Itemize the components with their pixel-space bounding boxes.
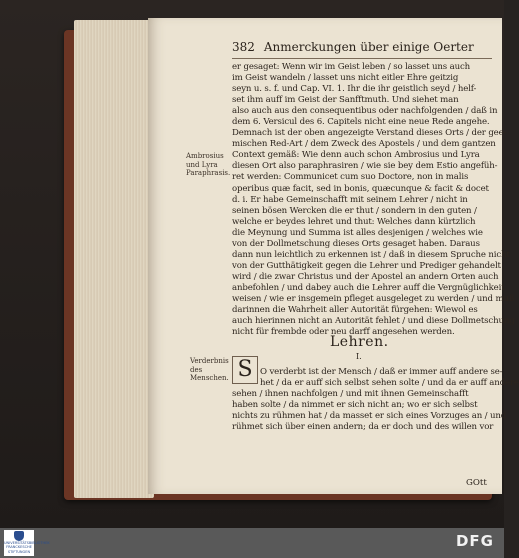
body-line: d. i. Er habe Gemeinschafft mit seinem Lehrer / nicht in (232, 194, 468, 205)
body-line: dem 6. Versicul des 6. Capitels nicht eine neue Rede angehe. (232, 117, 490, 128)
lesson-line: het / da er auff sich selbst sehen solte / und da er auff andere (260, 378, 519, 389)
body-line: welche er beydes lehret und thut: Welches dann kürtzlich (232, 216, 476, 227)
lesson-line: haben solte / da nimmet er sich nicht an; wo er sich selbst (232, 400, 478, 411)
lesson-line: O verderbt ist der Mensch / daß er immer auff andere se- (260, 367, 503, 377)
catchword: GOtt (466, 478, 487, 488)
lesson-line: nichts zu rühmen hat / da masset er sich eines Vorzuges an / und (232, 411, 507, 422)
page-number: 382 (232, 40, 255, 54)
margin-note-ambrosius: Ambrosius und Lyra Paraphrasis. (186, 152, 231, 178)
page-header (232, 40, 494, 54)
body-line: diesen Ort also paraphrasiren / wie sie bey dem Estio angefüh- (232, 161, 498, 172)
body-line: die Meynung und Summa ist alles desjenigen / welches wie (232, 227, 483, 238)
library-logo-text: UNIVERSITÄTSBIBLIOTHEK FRANCKESCHE STIFTUNGEN (4, 541, 50, 554)
margin-note-verderbnis: Verderbnis des Menschen. (190, 357, 229, 383)
body-line: seyn u. s. f. und Cap. VI. 1. Ihr die ihr geistlich seyd / helf- (232, 84, 477, 95)
running-title: Anmerckungen über einige Oerter (263, 40, 474, 54)
body-line: von der Gutthätigkeit gegen die Lehrer und Prediger gehandelt (232, 260, 501, 271)
body-line: ret werden: Communicet cum suo Doctore, non in malis (232, 172, 469, 183)
section-heading: Lehren. (330, 334, 389, 350)
body-line: auch hierinnen nicht an Autorität fehlet / und diese Dollmetschung (232, 316, 515, 327)
lesson-line: sehen / ihnen nachfolgen / und mit ihnen Gemeinschafft (232, 389, 469, 400)
lesson-text (232, 367, 519, 433)
library-logo[interactable] (4, 530, 50, 556)
body-line: nicht für frembde oder neu darff angesehen werden. (232, 327, 455, 338)
viewer-footer (0, 528, 504, 558)
body-line: operibus quæ facit, sed in bonis, quæcunque & facit & docet (232, 183, 489, 194)
body-line: wird / die zwar Christus und der Apostel an andern Orten auch (232, 271, 499, 282)
crest-icon (14, 531, 24, 541)
body-line: weisen / wie er insgemein pfleget ausgeleget zu werden / und muß (232, 293, 515, 304)
body-line: mischen Red-Art / dem Zweck des Apostels / und dem gantzen (232, 139, 496, 150)
body-line: seinen bösen Wercken die er thut / sondern in den guten / (232, 205, 477, 216)
body-line: Context gemäß: Wie denn auch schon Ambrosius und Lyra (232, 150, 480, 161)
body-line: set ihm auff im Geist der Sanfftmuth. Und siehet man (232, 95, 459, 106)
page-edges (74, 20, 154, 498)
body-line: im Geist wandeln / lasset uns nicht eitler Ehre geitzig (232, 73, 459, 84)
dfg-logo[interactable]: DFG (455, 532, 494, 550)
body-line: er gesaget: Wenn wir im Geist leben / so lasset uns auch (232, 62, 471, 72)
lesson-line: rühmet sich über einen andern; da er doch und des willen vor (232, 422, 494, 433)
body-line: dann nun leichtlich zu erkennen ist / daß in diesem Spruche nicht (232, 249, 510, 260)
body-line: anbefohlen / und dabey auch die Lehrer auff die Vergnüglichkeit (232, 282, 505, 293)
body-line: also auch aus den consequentibus oder nachfolgenden / daß in (232, 106, 498, 117)
body-text (232, 62, 515, 338)
body-line: darinnen die Wahrheit aller Autorität fürgehen: Wiewol es (232, 305, 478, 316)
section-numeral: I. (356, 352, 362, 361)
header-rule (232, 58, 492, 59)
body-line: von der Dollmetschung dieses Orts gesaget haben. Daraus (232, 238, 480, 249)
drop-initial: S (232, 356, 258, 384)
body-line: Demnach ist der oben angezeigte Verstand dieses Orts / der gee- (232, 128, 507, 139)
